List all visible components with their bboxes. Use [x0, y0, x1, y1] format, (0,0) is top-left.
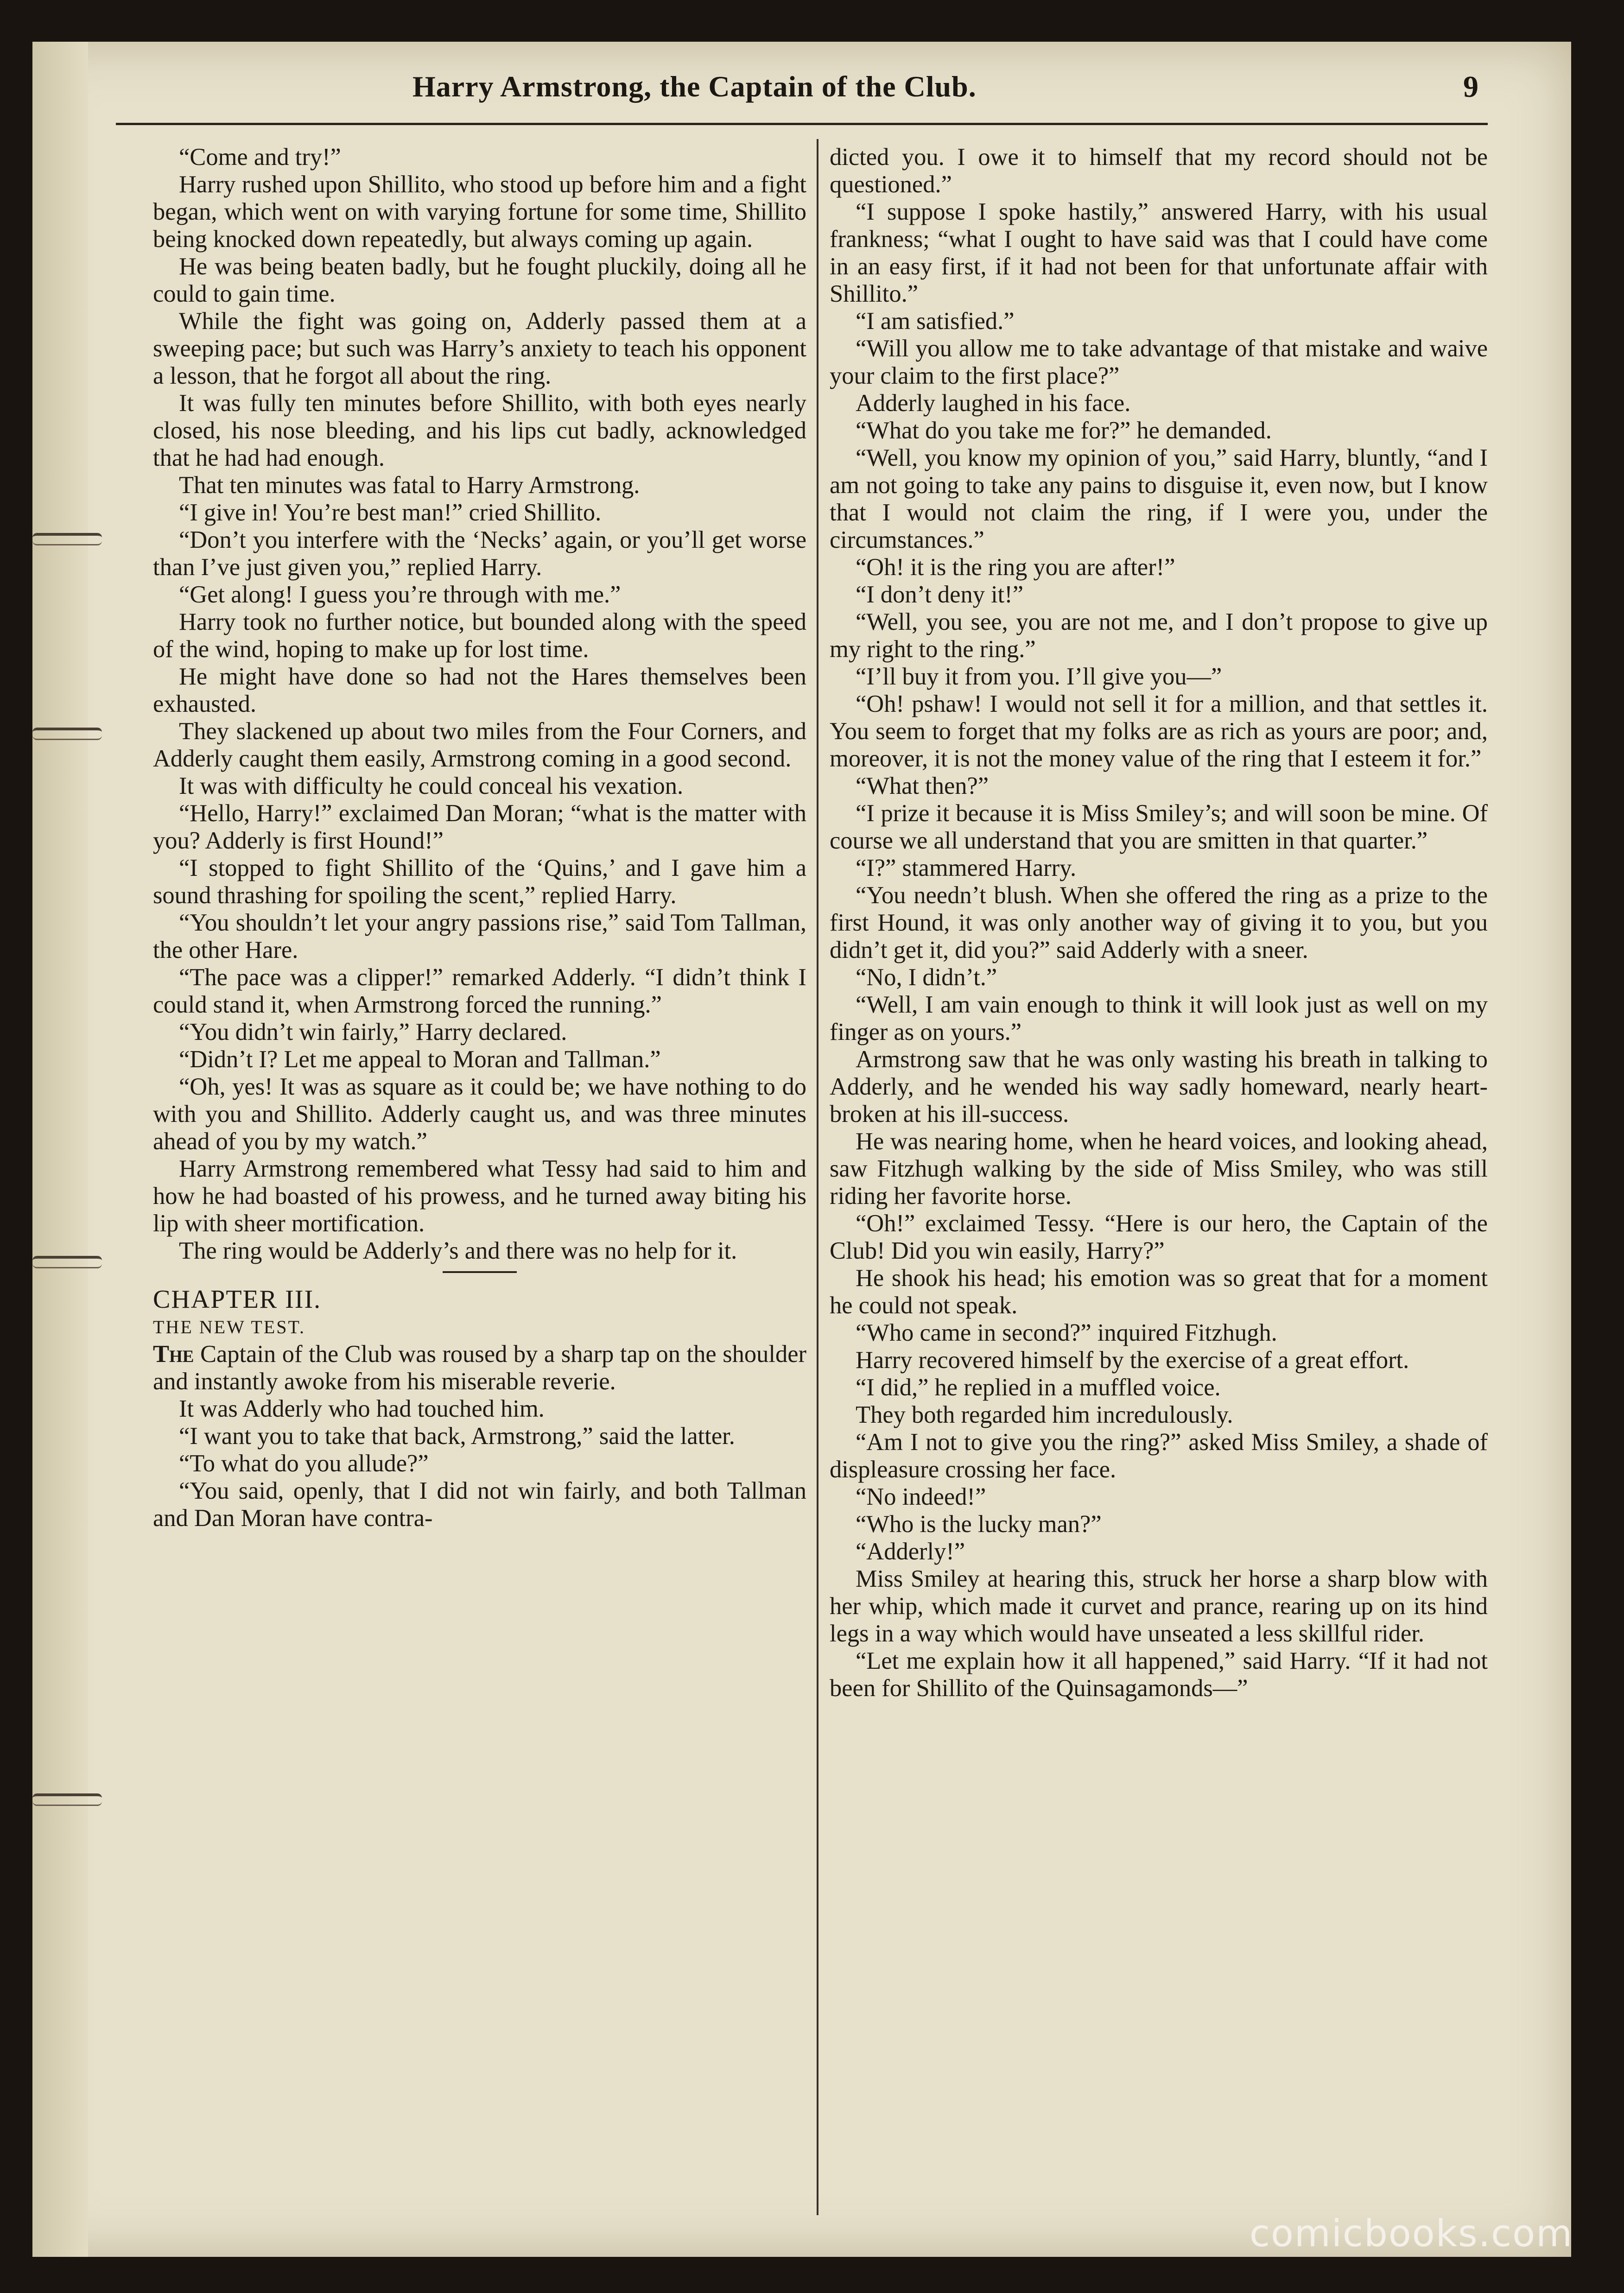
paragraph: “I want you to take that back, Armstrong,” said the latter.	[179, 1423, 735, 1450]
chapter-title: CHAPTER III.	[153, 1285, 322, 1314]
page-header	[116, 65, 1488, 120]
paragraph: “Well, I am vain enough to think it will look just as well on my finger as on yours.”	[830, 991, 1488, 1045]
paragraph: “What then?”	[856, 773, 989, 799]
chapter-subtitle: THE NEW TEST.	[153, 1317, 305, 1337]
page-number: 9	[1463, 70, 1478, 104]
paragraph: “I did,” he replied in a muffled voice.	[856, 1374, 1221, 1401]
paragraph: “I’ll buy it from you. I’ll give you—”	[856, 663, 1222, 690]
chapter-opening-paragraph	[153, 1341, 806, 1395]
paragraph: While the fight was going on, Adderly passed them at a sweeping pace; but such was Harry’s anxiety to teach his opponent a lesson, that he forgot all about the ring.	[153, 308, 806, 389]
paragraph: It was with difficulty he could conceal his vexation.	[179, 773, 684, 799]
paragraph: “Adderly!”	[856, 1538, 965, 1565]
binding-stitch	[32, 533, 102, 545]
paragraph: “Come and try!”	[179, 144, 341, 171]
right-paragraphs	[830, 144, 1488, 1702]
paragraph: Adderly laughed in his face.	[856, 390, 1131, 417]
paragraph: “Well, you know my opinion of you,” said Harry, bluntly, “and I am not going to take any pains to disguise it, even now, but I know that I would not claim the ring, if I were you, under the circumstances.”	[830, 444, 1488, 553]
paragraph: “No, I didn’t.”	[856, 964, 997, 991]
paragraph: “Will you allow me to take advantage of that mistake and waive your claim to the first place?”	[830, 335, 1488, 389]
paragraph: “I suppose I spoke hastily,” answered Harry, with his usual frankness; “what I ought to have said was that I could have come in an easy first, if it had not been for that unfortunate affair with Shillito.”	[830, 198, 1488, 307]
paragraph: “You needn’t blush. When she offered the ring as a prize to the first Hound, it was only another way of giving it to you, but you didn’t get it, did you?” said Adderly with a sneer.	[830, 882, 1488, 963]
paragraph: “I am satisfied.”	[856, 308, 1015, 335]
paragraph: It was Adderly who had touched him.	[179, 1395, 545, 1422]
paragraph: “Hello, Harry!” exclaimed Dan Moran; “what is the matter with you? Adderly is first Hound!”	[153, 800, 806, 854]
paragraph: “Oh!” exclaimed Tessy. “Here is our hero, the Captain of the Club! Did you win easily, Harry?”	[830, 1210, 1488, 1264]
paragraph: “To what do you allude?”	[179, 1450, 429, 1477]
column-divider	[817, 139, 818, 2215]
binding-stitch	[32, 1256, 102, 1268]
paragraph: “I give in! You’re best man!” cried Shillito.	[179, 499, 602, 526]
paragraph: “You shouldn’t let your angry passions rise,” said Tom Tallman, the other Hare.	[153, 909, 806, 963]
right-column	[830, 144, 1488, 1702]
chapter-opening-text: Captain of the Club was roused by a sharp tap on the shoulder and instantly awoke from his miserable reverie.	[153, 1341, 806, 1395]
paragraph: “Who came in second?” inquired Fitzhugh.	[856, 1319, 1277, 1346]
paragraph: “I don’t deny it!”	[856, 581, 1024, 608]
paragraph: Harry rushed upon Shillito, who stood up before him and a fight began, which went on with varying fortune for some time, Shillito being knocked down repeatedly, but always coming up again.	[153, 171, 806, 253]
paragraph: He was nearing home, when he heard voices, and looking ahead, saw Fitzhugh walking by the side of Miss Smiley, who was still riding her favorite horse.	[830, 1128, 1488, 1210]
paragraph: He was being beaten badly, but he fought pluckily, doing all he could to gain time.	[153, 253, 806, 307]
paragraph: “Am I not to give you the ring?” asked Miss Smiley, a shade of displeasure crossing her face.	[830, 1429, 1488, 1483]
paragraph: “I prize it because it is Miss Smiley’s; and will soon be mine. Of course we all understand that you are smitten in that quarter.”	[830, 800, 1488, 854]
chapter-dropcap: The	[153, 1341, 194, 1368]
paragraph: dicted you. I owe it to himself that my record should not be questioned.”	[830, 144, 1488, 198]
paragraph: They slackened up about two miles from the Four Corners, and Adderly caught them easily, Armstrong coming in a good second.	[153, 718, 806, 772]
paragraph: “You said, openly, that I did not win fairly, and both Tallman and Dan Moran have contra-	[153, 1477, 806, 1532]
paragraph: That ten minutes was fatal to Harry Armstrong.	[179, 472, 640, 499]
paragraph: Harry Armstrong remembered what Tessy had said to him and how he had boasted of his prowess, and he turned away biting his lip with sheer mortification.	[153, 1155, 806, 1237]
paragraph: “Well, you see, you are not me, and I don’t propose to give up my right to the ring.”	[830, 608, 1488, 663]
paragraph: “What do you take me for?” he demanded.	[856, 417, 1272, 444]
paragraph: They both regarded him incredulously.	[856, 1401, 1233, 1428]
binding-stitch	[32, 728, 102, 740]
paragraph: The ring would be Adderly’s and there was no help for it.	[179, 1237, 737, 1264]
left-paragraphs	[153, 144, 806, 1265]
running-title: Harry Armstrong, the Captain of the Club.	[412, 70, 977, 103]
left-paragraphs-after-chapter	[153, 1395, 806, 1532]
paragraph: It was fully ten minutes before Shillito, with both eyes nearly closed, his nose bleeding, and his lips cut badly, acknowledged that he had had enough.	[153, 390, 806, 471]
paragraph: Harry recovered himself by the exercise of a great effort.	[856, 1347, 1409, 1374]
paragraph: “Oh! pshaw! I would not sell it for a million, and that settles it. You seem to forget that my folks are as rich as yours are poor; and, moreover, it is not the money value of the ring that I esteem it for.”	[830, 690, 1488, 772]
watermark: comicbooks.com	[1249, 2212, 1573, 2255]
paragraph: Harry took no further notice, but bounded along with the speed of the wind, hoping to make up for lost time.	[153, 608, 806, 663]
paragraph: “I stopped to fight Shillito of the ‘Quins,’ and I gave him a sound thrashing for spoiling the scent,” replied Harry.	[153, 855, 806, 909]
binding-stitch	[32, 1793, 102, 1806]
paragraph: “You didn’t win fairly,” Harry declared.	[179, 1019, 567, 1045]
paragraph: “Didn’t I? Let me appeal to Moran and Tallman.”	[179, 1046, 661, 1073]
paragraph: “Get along! I guess you’re through with me.”	[179, 581, 621, 608]
paragraph: Armstrong saw that he was only wasting his breath in talking to Adderly, and he wended his way sadly homeward, nearly heart-broken at his ill-success.	[830, 1046, 1488, 1127]
section-divider	[443, 1271, 517, 1273]
paragraph: “Don’t you interfere with the ‘Necks’ again, or you’ll get worse than I’ve just given you,” replied Harry.	[153, 526, 806, 581]
paragraph: “The pace was a clipper!” remarked Adderly. “I didn’t think I could stand it, when Armstrong forced the running.”	[153, 964, 806, 1018]
binding-gutter	[32, 42, 88, 2257]
paragraph: “Oh, yes! It was as square as it could be; we have nothing to do with you and Shillito. Adderly caught us, and was three minutes ahead of you by my watch.”	[153, 1073, 806, 1155]
paragraph: “Let me explain how it all happened,” said Harry. “If it had not been for Shillito of the Quinsagamonds—”	[830, 1647, 1488, 1702]
header-rule	[116, 123, 1488, 125]
left-column	[153, 144, 806, 1532]
paragraph: He shook his head; his emotion was so great that for a moment he could not speak.	[830, 1265, 1488, 1319]
paragraph: “No indeed!”	[856, 1483, 986, 1510]
paragraph: “I?” stammered Harry.	[856, 855, 1077, 881]
paragraph: He might have done so had not the Hares themselves been exhausted.	[153, 663, 806, 717]
paragraph: “Oh! it is the ring you are after!”	[856, 554, 1175, 581]
paragraph: “Who is the lucky man?”	[856, 1511, 1102, 1538]
paragraph: Miss Smiley at hearing this, struck her horse a sharp blow with her whip, which made it curvet and prance, rearing up on its hind legs in a way which would have unseated a less skillful rider.	[830, 1565, 1488, 1647]
